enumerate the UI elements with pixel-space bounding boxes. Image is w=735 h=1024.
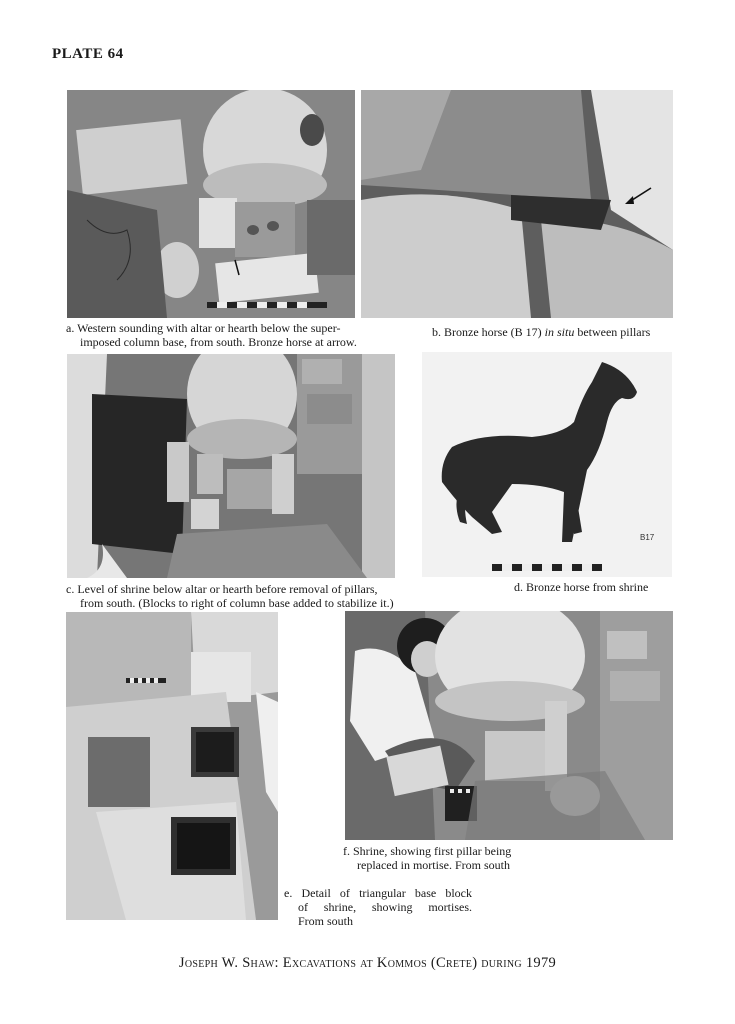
caption-e-line2: of shrine, showing mortises. [298, 900, 472, 914]
caption-c-line2: from south. (Blocks to right of column base added to stabilize it.) [80, 596, 394, 610]
photo-e-triangular-base-block [66, 612, 278, 920]
caption-d [514, 580, 684, 594]
photo-d-bronze-horse [422, 352, 672, 577]
plate-title: PLATE 64 [52, 46, 124, 62]
caption-b-prefix: b. Bronze horse (B 17) [432, 325, 545, 339]
caption-e [284, 886, 472, 928]
photo-c-shrine-level [67, 354, 395, 578]
caption-f [343, 844, 543, 872]
caption-b-suffix: between pillars [574, 325, 651, 339]
caption-e-line3: From south [298, 914, 354, 928]
page-footer: Joseph W. Shaw: Excavations at Kommos (Crete) during 1979 [178, 955, 557, 971]
caption-b-italic: in situ [544, 325, 575, 339]
caption-f-line1: f. Shrine, showing first pillar being [343, 844, 512, 858]
photo-b-bronze-horse-in-situ [361, 90, 673, 318]
caption-a [66, 321, 366, 349]
photo-d-label: B17 [640, 533, 655, 542]
caption-d-line1: d. Bronze horse from shrine [514, 580, 649, 594]
caption-c [66, 582, 426, 610]
caption-e-line1: e. Detail of triangular base block [284, 886, 472, 900]
caption-a-line2: imposed column base, from south. Bronze horse at arrow. [80, 335, 357, 349]
caption-f-line2: replaced in mortise. From south [357, 858, 510, 872]
caption-a-line1: a. Western sounding with altar or hearth below the super- [66, 321, 341, 335]
photo-a-western-sounding [67, 90, 355, 318]
caption-c-line1: c. Level of shrine below altar or hearth before removal of pillars, [66, 582, 378, 596]
caption-b [432, 325, 682, 339]
photo-f-shrine-pillar-replaced [345, 611, 673, 840]
